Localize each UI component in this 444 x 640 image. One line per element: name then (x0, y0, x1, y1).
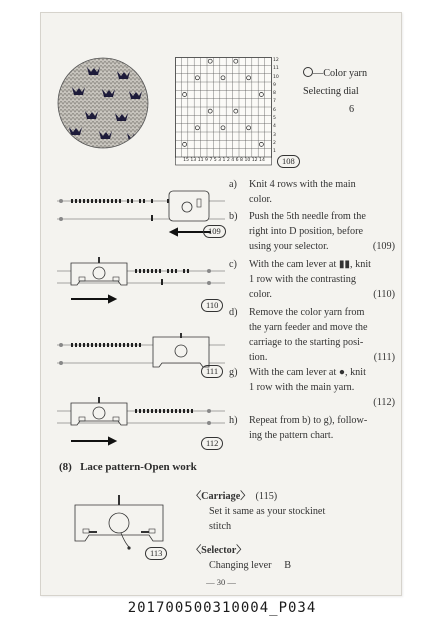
chart-needle-numbers: 15 13 11 9 7 5 3 1 2 4 6 8 10 12 14 (183, 158, 265, 163)
carriage-heading: 〈Carriage〉 (191, 491, 251, 502)
pattern-chart (175, 57, 281, 169)
figure-109-diagram (57, 185, 225, 241)
chart-row-numbers: 12 11 10 9 8 7 6 5 4 3 2 1 (273, 58, 279, 155)
knit-swatch-image (57, 57, 149, 149)
figure-110-badge: 110 (201, 299, 223, 312)
step-g: g) With the cam lever at ●, knit 1 row with the main yarn. (112) (229, 367, 395, 408)
selector-heading: 〈Selector〉 (191, 545, 247, 556)
figure-109-badge: 109 (203, 225, 226, 238)
chart-legend (303, 65, 367, 119)
figure-112-badge: 112 (201, 437, 223, 450)
step-b: b) Push the 5th needle from the right into D position, before using your selector. (109) (229, 211, 395, 252)
legend-dial-value: 6 (349, 104, 355, 115)
step-h: h) Repeat from b) to g), follow- ing the pattern chart. (229, 415, 368, 441)
selector-block: 〈Selector〉 Changing lever B (191, 543, 391, 573)
step-a: a) Knit 4 rows with the main color. (229, 179, 356, 205)
archive-caption: 201700500310004_P034 (127, 600, 317, 616)
legend-color-yarn: —Color yarn (303, 65, 367, 83)
carriage-block: 〈Carriage〉 (115) Set it same as your stockinet stitch (191, 491, 326, 532)
step-c: c) With the cam lever at ▮▮, knit 1 row with the contrasting color. (110) (229, 259, 395, 300)
figure-112-diagram (57, 393, 225, 451)
figure-111-badge: 111 (201, 365, 223, 378)
figure-111-diagram (57, 333, 225, 383)
step-d: d) Remove the color yarn from the yarn feeder and move the carriage to the starting posi- tion. (111) (229, 307, 395, 363)
legend-selecting-dial: Selecting dial (303, 86, 359, 97)
figure-108-badge: 108 (277, 155, 300, 168)
page-number: — 30 — (206, 577, 236, 587)
pattern-chart-grid (175, 57, 281, 169)
figure-110-diagram (57, 253, 225, 309)
section-heading: (8) Lace pattern-Open work (59, 461, 197, 473)
open-circle-icon (303, 67, 313, 77)
manual-page (40, 12, 402, 596)
carriage-ref: (115) (255, 491, 278, 502)
figure-113-badge: 113 (145, 547, 167, 560)
